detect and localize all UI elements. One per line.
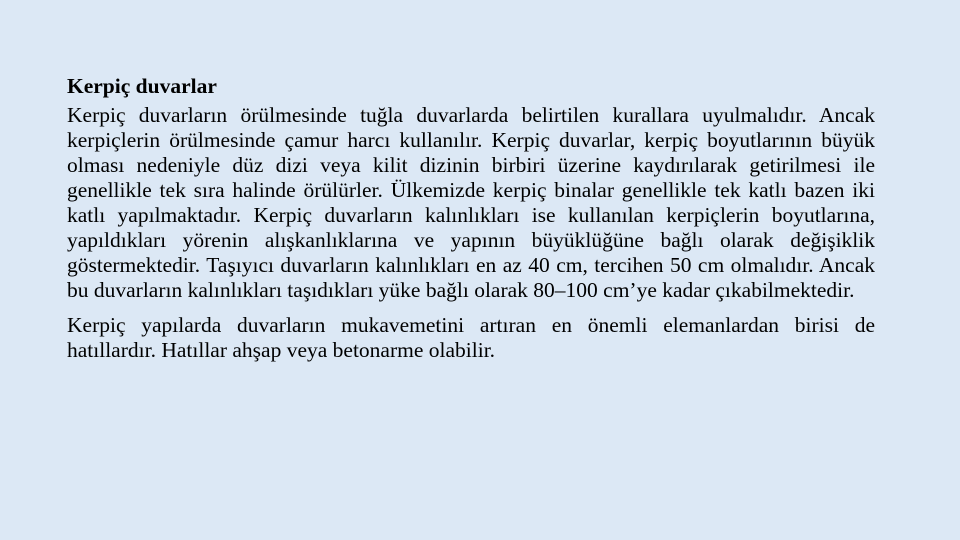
paragraph-walls: Kerpiç duvarların örülmesinde tuğla duvarlarda belirtilen kurallara uyulmalıdır. Ancak kerpiçlerin örülmesinde çamur harcı kullanılır. Kerpiç duvarlar, kerpiç boyutlarının büyük olması nedeniyle düz dizi veya kilit dizinin birbiri üzerine kaydırılarak getirilmesi ile genellikle tek sıra halinde örülürler. Ülkemizde kerpiç binalar genellikle tek katlı bazen iki katlı yapılmaktadır. Kerpiç duvarların kalınlıkları ise kullanılan kerpiçlerin boyutlarına, yapıldıkları yörenin alışkanlıklarına ve yapının büyüklüğüne bağlı olarak değişiklik göstermektedir. Taşıyıcı duvarların kalınlıkları en az 40 cm, tercihen 50 cm olmalıdır. Ancak bu duvarların kalınlıkları taşıdıkları yüke bağlı olarak 80–100 cm’ye kadar çıkabilmektedir.	[67, 103, 875, 302]
text-body	[67, 74, 875, 373]
slide-heading: Kerpiç duvarlar	[67, 74, 217, 98]
paragraph-bond-beams: Kerpiç yapılarda duvarların mukavemetini artıran en önemli elemanlardan birisi de hatıllardır. Hatıllar ahşap veya betonarme olabilir.	[67, 313, 875, 362]
